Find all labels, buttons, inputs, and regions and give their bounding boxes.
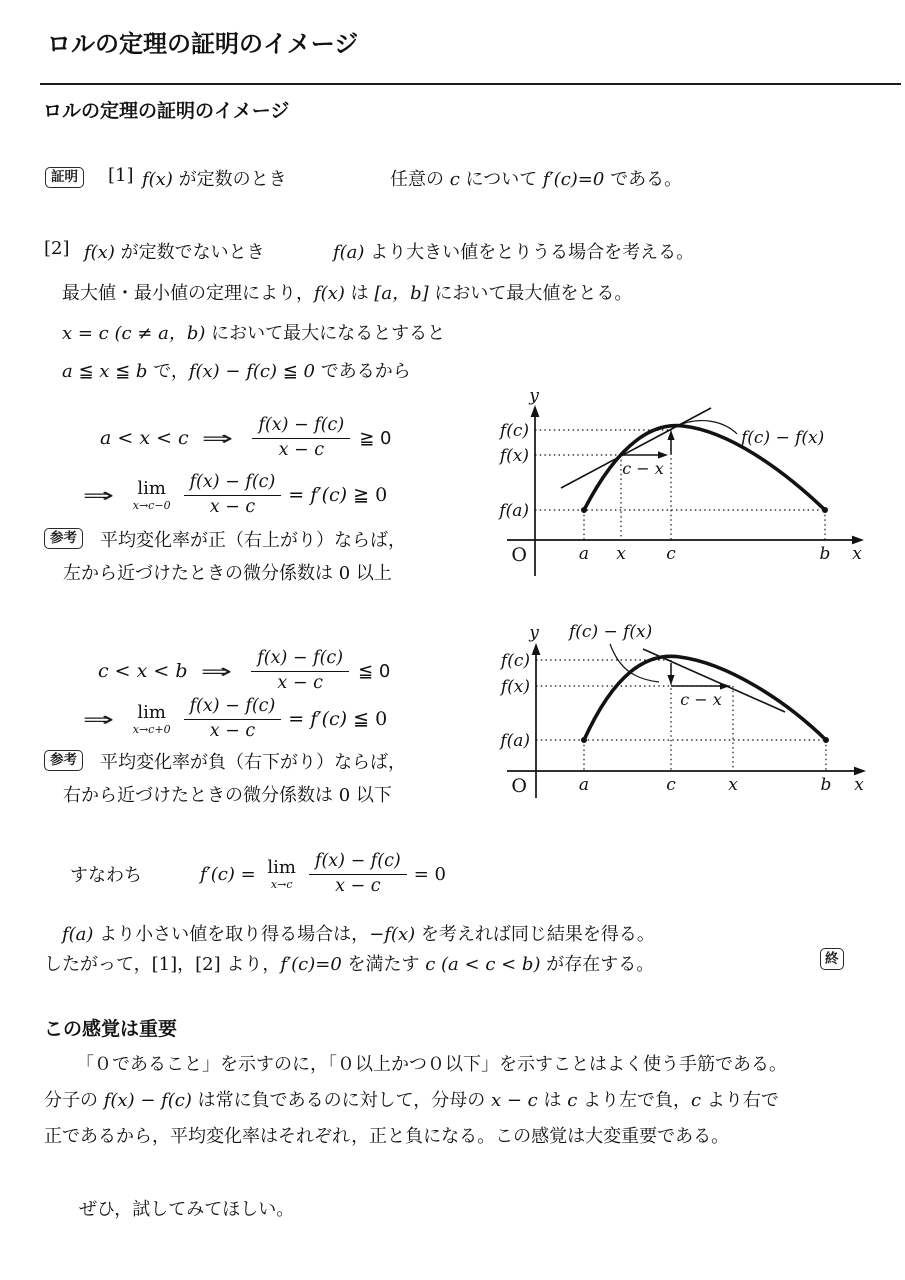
conclusion-equation-row <box>70 848 446 900</box>
limit-operator: lim x→c+0 <box>132 701 171 736</box>
x-axis-label: x <box>854 775 864 795</box>
qed-tag: 終 <box>820 948 844 970</box>
tick-b: b <box>820 775 832 795</box>
endpoint-a-dot <box>581 737 587 743</box>
difference-quotient-fraction: $\frac{f(x) - f(c)}{x - c}$ <box>309 851 407 898</box>
closing-line: ぜひ，試してみてほしい。 <box>79 1199 295 1220</box>
block2-reference-line1: 平均変化率が負（右下がり）ならば， <box>100 752 406 773</box>
smaller-value-line: f(a) より小さい値を取り得る場合は，−f(x) を考えれば同じ結果を得る。 <box>62 924 655 945</box>
y-axis-label: y <box>529 386 539 406</box>
page-title: ロルの定理の証明のイメージ <box>47 30 359 58</box>
step2-label: [2] <box>44 238 70 259</box>
implies-arrow: ⇒ <box>201 426 233 450</box>
gap-label: c − x <box>622 459 664 478</box>
block1-reference-line2: 左から近づけたときの微分係数は 0 以上 <box>63 563 392 584</box>
tick-c: c <box>666 544 676 564</box>
fc-label: f(c) <box>499 421 529 441</box>
block2-relation: ≦ 0 <box>358 660 391 682</box>
y-axis-arrow-icon <box>531 405 540 417</box>
y-axis-label: y <box>529 623 539 643</box>
step2-result: f(a) より大きい値をとりうる場合を考える。 <box>333 242 695 263</box>
difference-quotient-fraction: $\frac{f(x) - f(c)}{x - c}$ <box>184 696 282 743</box>
origin-label: O <box>511 775 527 797</box>
block1-limit-result: = f′(c) ≧ 0 <box>288 484 388 506</box>
difference-quotient-fraction: $\frac{f(x) - f(c)}{x - c}$ <box>251 648 349 695</box>
x-equals-c-line: x = c (c ≠ a，b) において最大になるとすると <box>62 323 446 344</box>
implies-arrow: ⇒ <box>199 659 232 683</box>
graph-left-approach <box>483 386 903 588</box>
note-paragraph-line3: 正であるから，平均変化率はそれぞれ，正と負になる。この感覚は大変重要である。 <box>44 1126 730 1147</box>
fa-label: f(a) <box>500 731 530 751</box>
reference-tag: 参考 <box>44 528 83 549</box>
graph-right-approach <box>483 600 903 810</box>
fx-label: f(x) <box>499 446 529 466</box>
fa-label: f(a) <box>499 501 529 521</box>
note-paragraph-line1: 「０であること」を示すのに，「０以上かつ０以下」を示すことはよく使う手筋である。 <box>76 1054 787 1075</box>
step1-result: 任意の c について f′(c)=0 である。 <box>390 169 683 190</box>
difference-quotient-fraction: $\frac{f(x) - f(c)}{x - c}$ <box>252 415 350 462</box>
inequality-line: a ≦ x ≦ b で，f(x) − f(c) ≦ 0 であるから <box>62 361 411 382</box>
implies-arrow: ⇒ <box>82 707 115 731</box>
fx-label: f(x) <box>500 677 530 697</box>
tick-x: x <box>728 775 738 795</box>
block2-limit-result: = f′(c) ≦ 0 <box>288 708 388 730</box>
step2-condition: f(x) が定数でないとき <box>84 242 265 263</box>
tick-c: c <box>666 775 676 795</box>
vertical-diff-arrowhead-icon <box>667 675 674 685</box>
y-axis-arrow-icon <box>532 643 541 655</box>
block1-limit-row <box>82 466 388 524</box>
conclusion-intro: すなわち <box>70 865 142 886</box>
note-heading: この感覚は重要 <box>44 1018 178 1040</box>
reference-tag: 参考 <box>44 750 83 771</box>
block1-condition: a < x < c <box>100 427 189 449</box>
maxmin-theorem-line: 最大値・最小値の定理により，f(x) は [a，b] において最大値をとる。 <box>62 283 633 304</box>
tick-a: a <box>578 775 590 795</box>
diff-label-leader <box>610 644 659 682</box>
endpoint-a-dot <box>581 507 587 513</box>
fc-label: f(c) <box>500 651 530 671</box>
therefore-line: したがって，[1]，[2] より，f′(c)=0 を満たす c (a < c < b) が存在する。 <box>44 954 655 975</box>
gap-label: c − x <box>680 690 722 709</box>
conclusion-rhs: = 0 <box>413 863 446 885</box>
diff-label: f(c) − f(x) <box>741 428 825 448</box>
block1-relation: ≧ 0 <box>359 427 392 449</box>
title-divider <box>40 83 901 85</box>
limit-operator: lim x→c <box>267 856 296 891</box>
block1-inequality-row <box>100 412 391 464</box>
x-axis-label: x <box>852 544 862 564</box>
block2-reference-line2: 右から近づけたときの微分係数は 0 以下 <box>63 785 392 806</box>
origin-label: O <box>511 544 527 566</box>
endpoint-b-dot <box>822 507 828 513</box>
tick-a: a <box>578 544 590 564</box>
proof-tag: 証明 <box>45 167 84 188</box>
diff-label: f(c) − f(x) <box>569 622 653 642</box>
tick-x: x <box>616 544 626 564</box>
step1-label: [1] <box>108 165 134 186</box>
horizontal-gap-arrowhead-icon <box>658 451 668 458</box>
note-paragraph-line2: 分子の f(x) − f(c) は常に負であるのに対して，分母の x − c は c より左で負，c より右で <box>44 1090 779 1111</box>
block2-limit-row <box>82 690 388 748</box>
implies-arrow: ⇒ <box>82 483 115 507</box>
section-subtitle: ロルの定理の証明のイメージ <box>43 100 290 122</box>
step1-condition: f(x) が定数のとき <box>142 169 287 190</box>
endpoint-b-dot <box>823 737 829 743</box>
horizontal-gap-arrowhead-icon <box>720 682 730 689</box>
limit-operator: lim x→c−0 <box>132 477 171 512</box>
difference-quotient-fraction: $\frac{f(x) - f(c)}{x - c}$ <box>184 472 282 519</box>
conclusion-lhs: f′(c) = <box>200 863 262 885</box>
block2-condition: c < x < b <box>98 660 188 682</box>
block1-reference-line1: 平均変化率が正（右上がり）ならば， <box>100 530 406 551</box>
tick-b: b <box>819 544 831 564</box>
